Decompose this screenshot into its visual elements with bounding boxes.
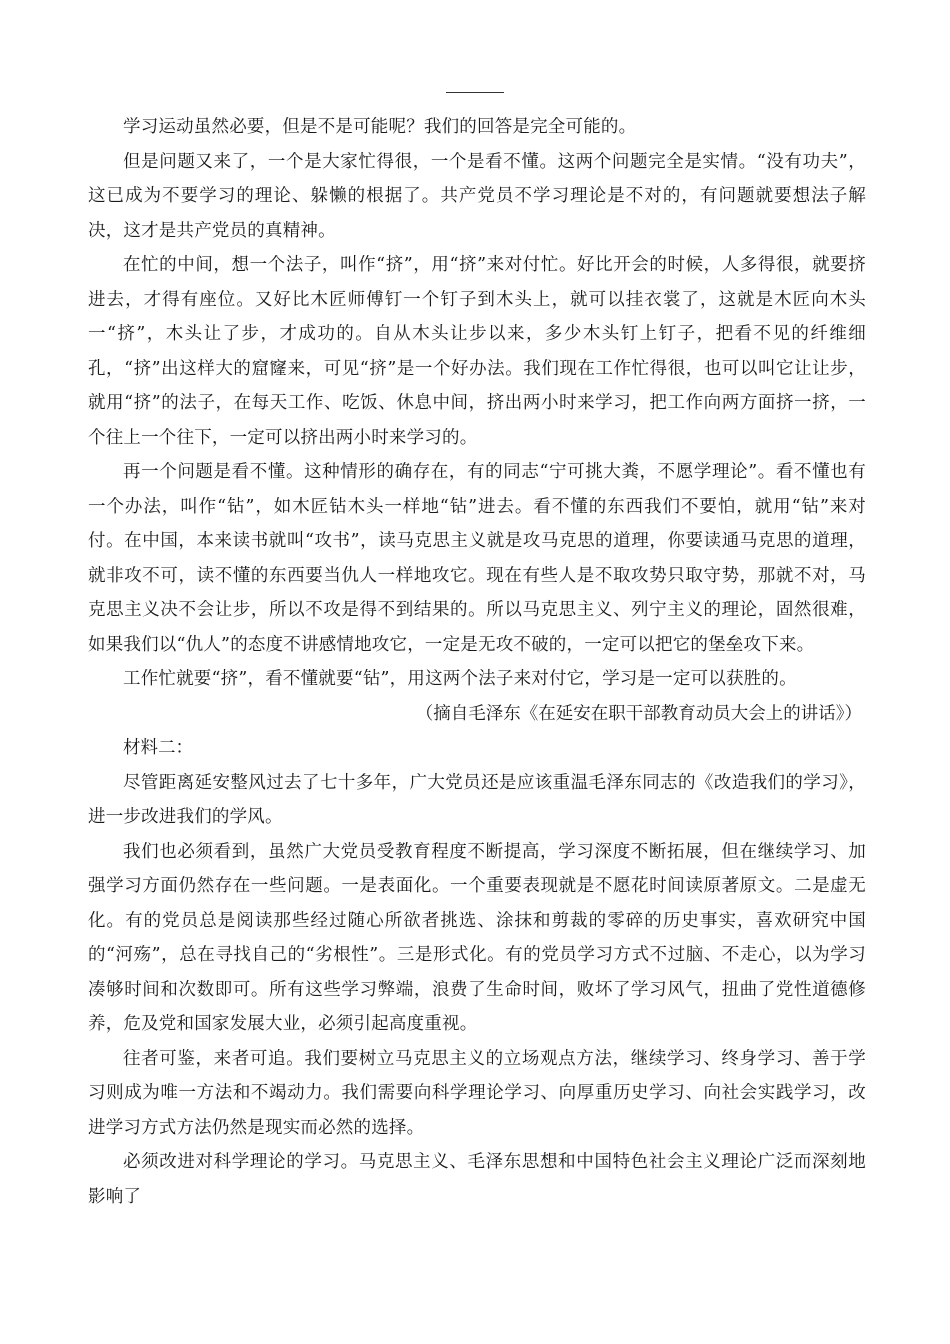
- material-heading: 材料二：: [123, 738, 193, 758]
- paragraph: 但是问题又来了，一个是大家忙得很，一个是看不懂。这两个问题完全是实情。“没有功夫”，这已成为不要学习的理论、躲懒的根据了。共产党员不学习理论是不对的，有问题就要想法子解决，这才是共产党员的真精神。: [88, 151, 866, 241]
- paragraph: 往者可鉴，来者可追。我们要树立马克思主义的立场观点方法，继续学习、终身学习、善于学习则成为唯一方法和不竭动力。我们需要向科学理论学习、向厚重历史学习、向社会实践学习，改进学习方式方法仍然是现实而必然的选择。: [88, 1048, 866, 1138]
- paragraph: 我们也必须看到，虽然广大党员受教育程度不断提高，学习深度不断拓展，但在继续学习、加强学习方面仍然存在一些问题。一是表面化。一个重要表现就是不愿花时间读原著原文。二是虚无化。有的党员总是阅读那些经过随心所欲者挑选、涂抹和剪裁的零碎的历史事实，喜欢研究中国的“河殇”，总在寻找自己的“劣根性”。三是形式化。有的党员学习方式不过脑、不走心，以为学习凑够时间和次数即可。所有这些学习弊端，浪费了生命时间，败坏了学习风气，扭曲了党性道德修养，危及党和国家发展大业，必须引起高度重视。: [88, 841, 866, 1034]
- paragraph: 工作忙就要“挤”，看不懂就要“钻”，用这两个法子来对付它，学习是一定可以获胜的。: [123, 669, 797, 689]
- header-rule: [446, 92, 504, 93]
- paragraph: 学习运动虽然必要，但是不是可能呢？我们的回答是完全可能的。: [123, 117, 637, 137]
- document-body: [88, 110, 866, 1214]
- paragraph: 再一个问题是看不懂。这种情形的确存在，有的同志“宁可挑大粪，不愿学理论”。看不懂也有一个办法，叫作“钻”，如木匠钻木头一样地“钻”进去。看不懂的东西我们不要怕，就用“钻”来对付。在中国，本来读书就叫“攻书”，读马克思主义就是攻马克思的道理，你要读通马克思的道理，就非攻不可，读不懂的东西要当仇人一样地攻它。现在有些人是不取攻势只取守势，那就不对，马克思主义决不会让步，所以不攻是得不到结果的。所以马克思主义、列宁主义的理论，固然很难，如果我们以“仇人”的态度不讲感情地攻它，一定是无攻不破的，一定可以把它的堡垒攻下来。: [88, 462, 866, 655]
- paragraph: 尽管距离延安整风过去了七十多年，广大党员还是应该重温毛泽东同志的《改造我们的学习》，进一步改进我们的学风。: [88, 772, 866, 827]
- paragraph: 在忙的中间，想一个法子，叫作“挤”，用“挤”来对付忙。好比开会的时候，人多得很，就要挤进去，才得有座位。又好比木匠师傅钉一个钉子到木头上，就可以挂衣裳了，这就是木匠向木头一“挤”，木头让了步，才成功的。自从木头让步以来，多少木头钉上钉子，把看不见的纤维细孔，“挤”出这样大的窟窿来，可见“挤”是一个好办法。我们现在工作忙得很，也可以叫它让让步，就用“挤”的法子，在每天工作、吃饭、休息中间，挤出两小时来学习，把工作向两方面挤一挤，一个往上一个往下，一定可以挤出两小时来学习的。: [88, 255, 866, 448]
- paragraph: 必须改进对科学理论的学习。马克思主义、毛泽东思想和中国特色社会主义理论广泛而深刻地影响了: [88, 1152, 866, 1207]
- source-citation: （摘自毛泽东《在延安在职干部教育动员大会上的讲话》）: [415, 703, 862, 724]
